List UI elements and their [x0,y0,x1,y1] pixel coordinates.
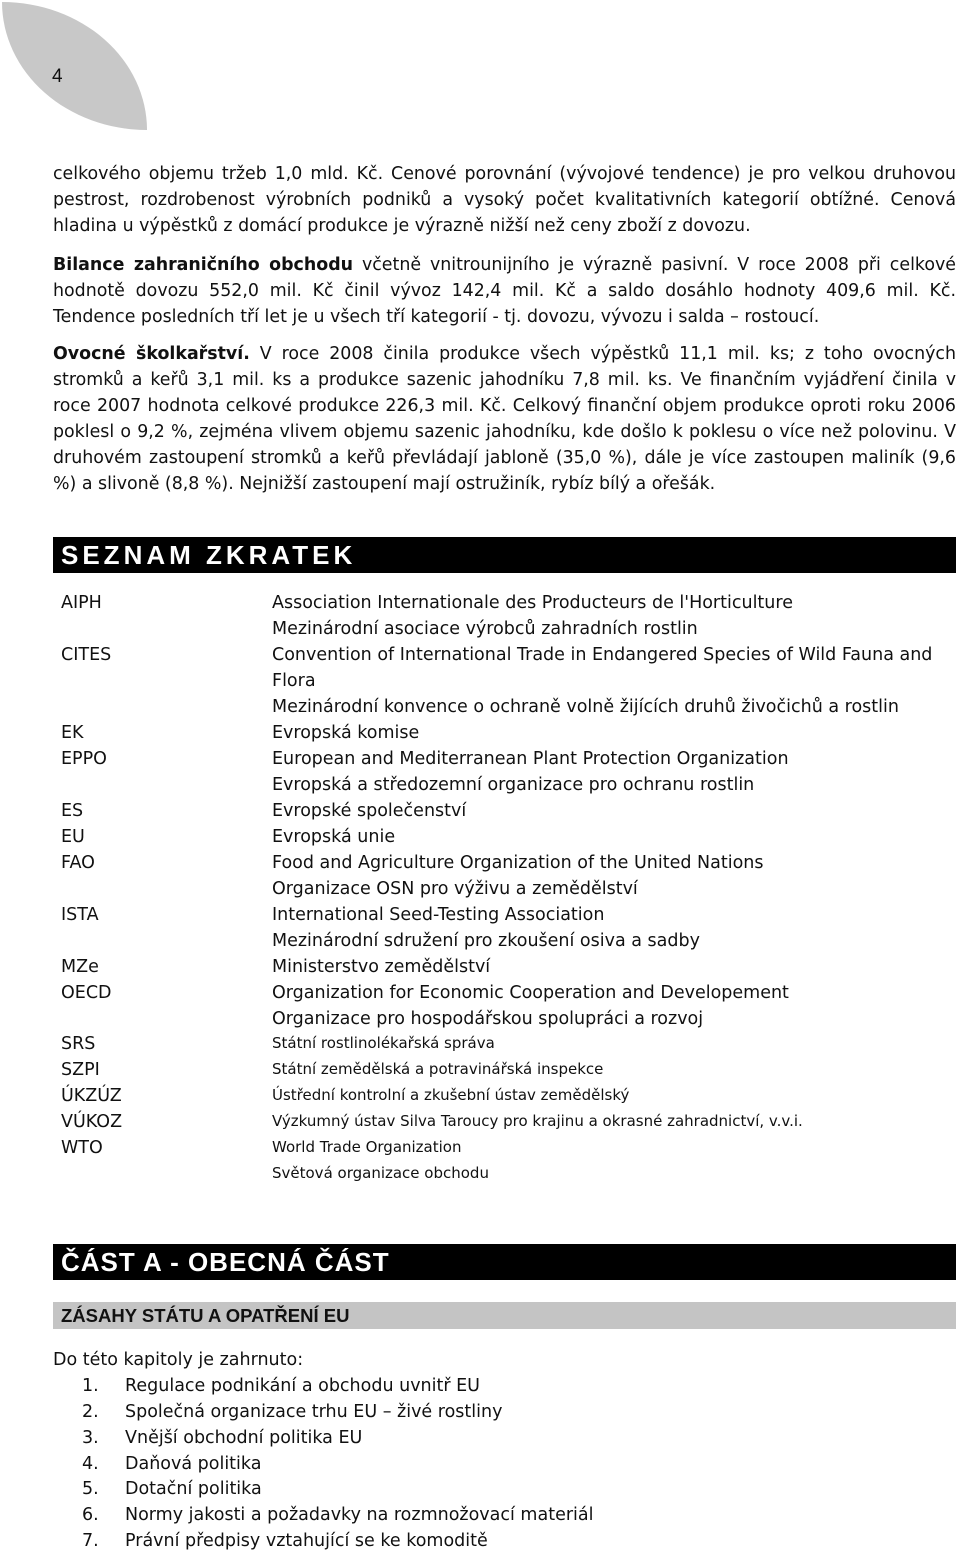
abbreviation-code: ES [61,801,84,821]
chapter-intro: Do této kapitoly je zahrnuto: [53,1350,304,1370]
page-number: 4 [52,66,63,87]
paragraph-body: včetně vnitrounijního je výrazně pasivní. V roce 2008 při celkové hodnotě dovozu 552,0 mil. Kč činil vývoz 142,4 mil. Kč a saldo dosáhlo hodnoty 409,6 mil. Kč. Tendence posledních tří let je u všech tří kategorií - tj. dovozu, vývozu i salda – rostoucí. [53,255,956,327]
abbreviation-description: Evropské společenství [272,801,467,821]
paragraph-trade-balance [53,253,956,331]
abbreviation-description: Association Internationale des Producteurs de l'Horticulture [272,593,793,613]
abbreviation-description: Flora [272,671,316,691]
section-subheading: ZÁSAHY STÁTU A OPATŘENÍ EU [53,1302,956,1329]
chapter-title: Regulace podnikání a obchodu uvnitř EU [125,1376,480,1396]
part-a-heading: ČÁST A - OBECNÁ ČÁST [53,1244,956,1280]
abbreviation-description: Food and Agriculture Organization of the United Nations [272,853,764,873]
abbreviation-code: EK [61,723,84,743]
abbreviation-code: EPPO [61,749,107,769]
abbreviation-description: Evropská a středozemní organizace pro ochranu rostlin [272,775,755,795]
abbreviation-description: Organizace pro hospodářskou spolupráci a rozvoj [272,1009,704,1029]
chapter-title: Společná organizace trhu EU – živé rostliny [125,1402,503,1422]
abbreviation-code: SRS [61,1034,96,1054]
abbreviation-description: Ústřední kontrolní a zkušební ústav zemědělský [272,1086,630,1104]
abbreviation-code: CITES [61,645,112,665]
chapter-title: Dotační politika [125,1479,262,1499]
paragraph-lead: Ovocné školkařství. [53,344,250,364]
abbreviation-code: MZe [61,957,99,977]
chapter-number: 1. [82,1376,99,1396]
abbreviation-description: Světová organizace obchodu [272,1164,489,1182]
abbreviation-description: Evropská unie [272,827,396,847]
abbreviation-code: VÚKOZ [61,1112,123,1132]
abbreviation-description: European and Mediterranean Plant Protection Organization [272,749,789,769]
chapter-number: 4. [82,1454,99,1474]
corner-leaf-shape [2,2,147,130]
paragraph-lead: Bilance zahraničního obchodu [53,255,354,275]
abbreviation-code: ÚKZÚZ [61,1086,122,1106]
abbreviation-code: WTO [61,1138,103,1158]
chapter-number: 5. [82,1479,99,1499]
chapter-number: 6. [82,1505,99,1525]
chapter-number: 3. [82,1428,99,1448]
chapter-title: Daňová politika [125,1454,262,1474]
abbreviation-description: Státní zemědělská a potravinářská inspekce [272,1060,604,1078]
abbreviation-description: Mezinárodní asociace výrobců zahradních rostlin [272,619,698,639]
abbreviation-description: Výzkumný ústav Silva Taroucy pro krajinu a okrasné zahradnictví, v.v.i. [272,1112,803,1130]
abbreviation-code: FAO [61,853,95,873]
abbreviation-description: Convention of International Trade in Endangered Species of Wild Fauna and [272,645,933,665]
abbreviation-description: Mezinárodní konvence o ochraně volně žijících druhů živočichů a rostlin [272,697,899,717]
abbreviation-code: SZPI [61,1060,100,1080]
abbreviation-description: International Seed-Testing Association [272,905,605,925]
abbreviation-description: Mezinárodní sdružení pro zkoušení osiva a sadby [272,931,700,951]
abbreviation-description: Ministerstvo zemědělství [272,957,491,977]
paragraph-body: V roce 2008 činila produkce všech výpěstků 11,1 mil. ks; z toho ovocných stromků a keřů 3,1 mil. ks a produkce sazenic jahodníku 7,8 mil. ks. Ve finančním vyjádření činila v roce 2007 hodnota celkové produkce 226,3 mil. Kč. Celkový finanční objem produkce oproti roku 2006 poklesl o 9,2 %, zejména vlivem objemu sazenic jahodníku, kde došlo k poklesu o více než polovinu. V druhovém zastoupení stromků a keřů převládají jabloně (35,0 %), dále je více zastoupen maliník (9,6 %) a slivoně (8,8 %). Nejnižší zastoupení mají ostružiník, rybíz bílý a ořešák. [53,344,956,494]
abbreviation-description: Organizace OSN pro výživu a zemědělství [272,879,638,899]
chapter-title: Právní předpisy vztahující se ke komoditě [125,1531,488,1551]
chapter-number: 2. [82,1402,99,1422]
abbreviation-code: OECD [61,983,112,1003]
abbreviation-description: Organization for Economic Cooperation and Developement [272,983,789,1003]
abbreviation-code: AIPH [61,593,102,613]
chapter-title: Vnější obchodní politika EU [125,1428,363,1448]
chapter-number: 7. [82,1531,99,1551]
abbreviation-description: Státní rostlinolékařská správa [272,1034,495,1052]
abbreviation-code: ISTA [61,905,99,925]
chapter-title: Normy jakosti a požadavky na rozmnožovací materiál [125,1505,594,1525]
abbreviation-description: Evropská komise [272,723,420,743]
abbreviation-description: World Trade Organization [272,1138,462,1156]
abbreviations-heading: SEZNAM ZKRATEK [53,537,956,573]
abbreviation-code: EU [61,827,85,847]
paragraph-nurseries [53,342,956,497]
paragraph-sales: celkového objemu tržeb 1,0 mld. Kč. Cenové porovnání (vývojové tendence) je pro velkou druhovou pestrost, rozdrobenost výrobních podniků a vysoký počet kvalitativních kategorií obtížné. Cenová hladina u výpěstků z domácí produkce je výrazně nižší než ceny zboží z dovozu. [53,164,956,236]
